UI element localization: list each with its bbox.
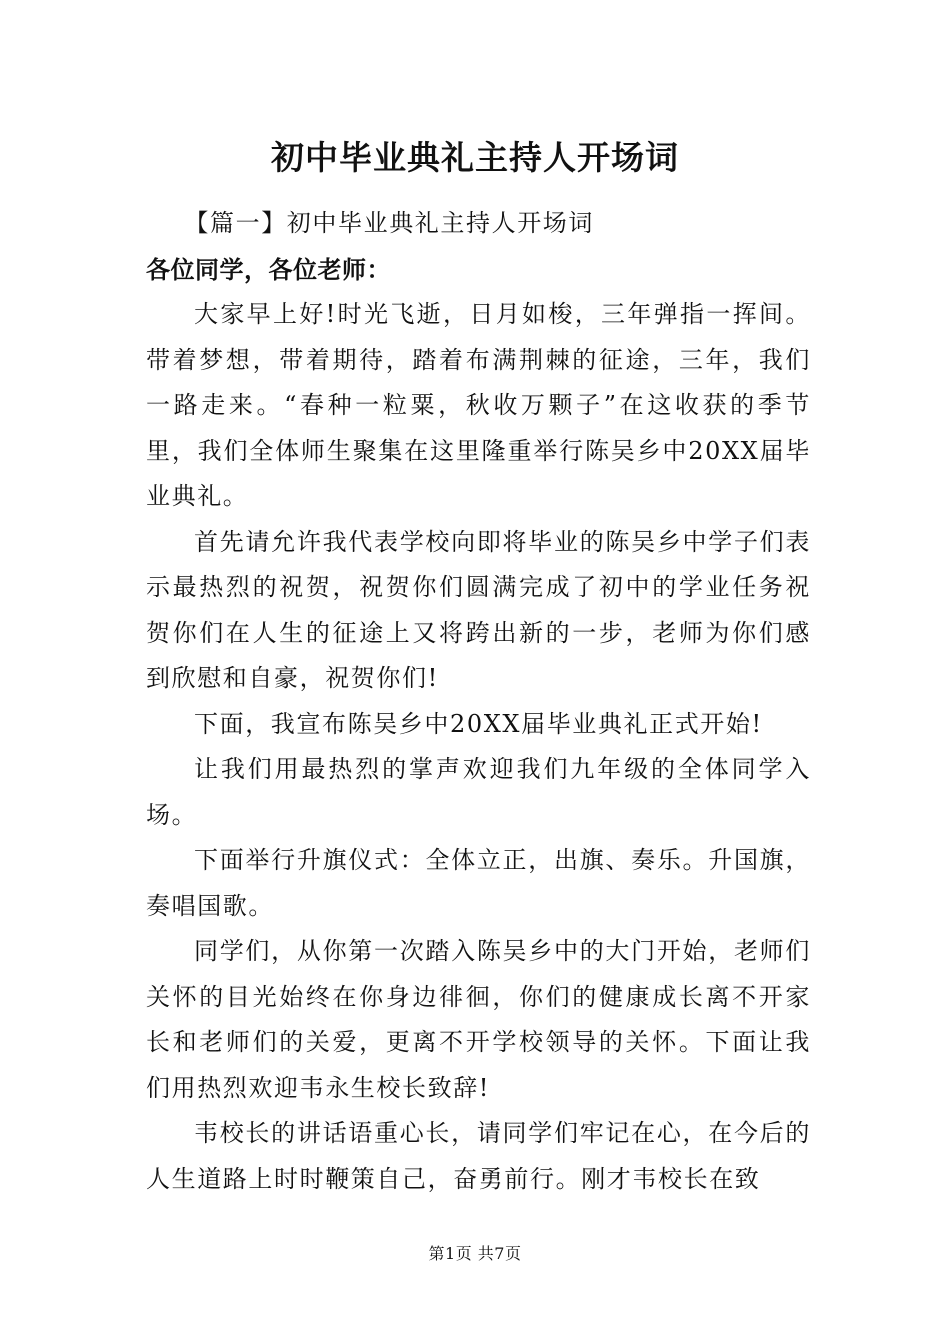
paragraph: 下面举行升旗仪式：全体立正，出旗、奏乐。升国旗，奏唱国歌。: [146, 846, 811, 920]
section-heading: 【篇一】初中毕业典礼主持人开场词: [184, 209, 594, 237]
paragraph: 下面，我宣布陈吴乡中20XX届毕业典礼正式开始!: [194, 709, 763, 738]
paragraph: 韦校长的讲话语重心长，请同学们牢记在心，在今后的人生道路上时时鞭策自己，奋勇前行。刚才韦校长在致: [146, 1119, 811, 1193]
greeting-line: 各位同学，各位老师：: [146, 254, 391, 284]
paragraph: 首先请允许我代表学校向即将毕业的陈吴乡中学子们表示最热烈的祝贺，祝贺你们圆满完成了初中的学业任务祝贺你们在人生的征途上又将跨出新的一步，老师为你们感到欣慰和自豪，祝贺你们!: [146, 527, 811, 692]
paragraph: 同学们，从你第一次踏入陈吴乡中的大门开始，老师们关怀的目光始终在你身边徘徊，你们的健康成长离不开家长和老师们的关爱，更离不开学校领导的关怀。下面让我们用热烈欢迎韦永生校长致辞!: [146, 937, 811, 1102]
paragraph: 让我们用最热烈的掌声欢迎我们九年级的全体同学入场。: [146, 755, 811, 829]
document-body: [146, 201, 811, 1202]
page-number-footer: 第1页 共7页: [428, 1244, 522, 1263]
document-title: 初中毕业典礼主持人开场词: [271, 138, 679, 177]
paragraph: 大家早上好!时光飞逝，日月如梭，三年弹指一挥间。带着梦想，带着期待，踏着布满荆棘的征途，三年，我们一路走来。“春种一粒粟，秋收万颗子”在这收获的季节里，我们全体师生聚集在这里隆重举行陈吴乡中20XX届毕业典礼。: [146, 300, 811, 510]
